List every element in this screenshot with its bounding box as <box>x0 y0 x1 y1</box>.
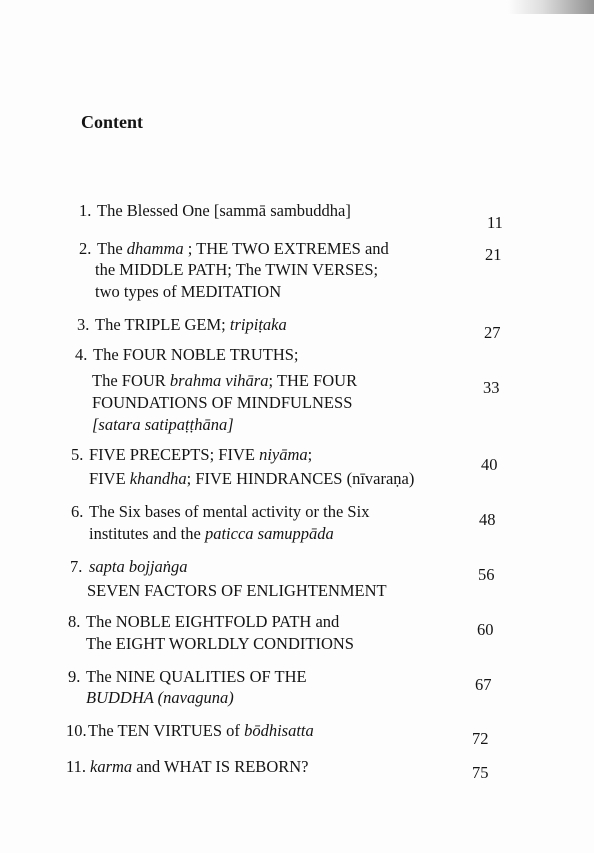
page-number: 33 <box>483 378 500 397</box>
page-number: 75 <box>472 763 489 782</box>
entry-title-line: BUDDHA (navaguna) <box>86 688 234 707</box>
page-number: 48 <box>479 510 496 529</box>
entry-title-line: The FOUR NOBLE TRUTHS; <box>93 345 299 364</box>
entry-title-line: The FOUR brahma vihāra; THE FOUR <box>92 371 358 390</box>
entry-title-line: The NINE QUALITIES OF THE <box>86 667 307 686</box>
entry-title-line: The EIGHT WORLDLY CONDITIONS <box>86 634 354 653</box>
entry-title-line: The TRIPLE GEM; tripiṭaka <box>95 315 287 334</box>
entry-title-line: The Blessed One [sammā sambuddha] <box>97 201 351 220</box>
entry-title-line: sapta bojjaṅga <box>89 557 188 576</box>
entry-title-line: FIVE khandha; FIVE HINDRANCES (nīvaraṇa) <box>89 469 415 488</box>
entry-title-line: FIVE PRECEPTS; FIVE niyāma; <box>89 445 313 464</box>
page-number: 60 <box>477 620 494 639</box>
entry-number: 10. <box>66 721 87 740</box>
entry-number: 11. <box>66 757 87 776</box>
entry-number: 7. <box>70 557 83 576</box>
page-number: 21 <box>485 245 502 264</box>
page-number: 27 <box>484 323 501 342</box>
page-number: 11 <box>487 213 503 232</box>
scan-edge-mark <box>508 0 594 14</box>
page-number: 40 <box>481 455 498 474</box>
page-number: 72 <box>472 729 489 748</box>
entry-number: 2. <box>79 239 92 258</box>
entry-title-line: the MIDDLE PATH; The TWIN VERSES; <box>95 260 379 279</box>
entry-title-line: [satara satipaṭṭhāna] <box>92 415 234 434</box>
page-number: 67 <box>475 675 492 694</box>
entry-title-line: The Six bases of mental activity or the Six <box>89 502 370 521</box>
entry-number: 5. <box>71 445 84 464</box>
entry-number: 3. <box>77 315 90 334</box>
entry-title-line: SEVEN FACTORS OF ENLIGHTENMENT <box>87 581 387 600</box>
entry-title-line: FOUNDATIONS OF MINDFULNESS <box>92 393 353 412</box>
entry-title-line: two types of MEDITATION <box>95 282 282 301</box>
entry-number: 1. <box>79 201 92 220</box>
page-number: 56 <box>478 565 495 584</box>
entry-title-line: The NOBLE EIGHTFOLD PATH and <box>86 612 340 631</box>
page-title: Content <box>81 112 143 132</box>
entry-title-line: institutes and the paticca samuppāda <box>89 524 334 543</box>
entry-number: 4. <box>75 345 88 364</box>
entry-title-line: The TEN VIRTUES of bōdhisatta <box>88 721 314 740</box>
entry-number: 6. <box>71 502 84 521</box>
entry-title-line: The dhamma ; THE TWO EXTREMES and <box>97 239 389 258</box>
entry-title-line: karma and WHAT IS REBORN? <box>90 757 309 776</box>
entry-number: 9. <box>68 667 81 686</box>
entry-number: 8. <box>68 612 81 631</box>
